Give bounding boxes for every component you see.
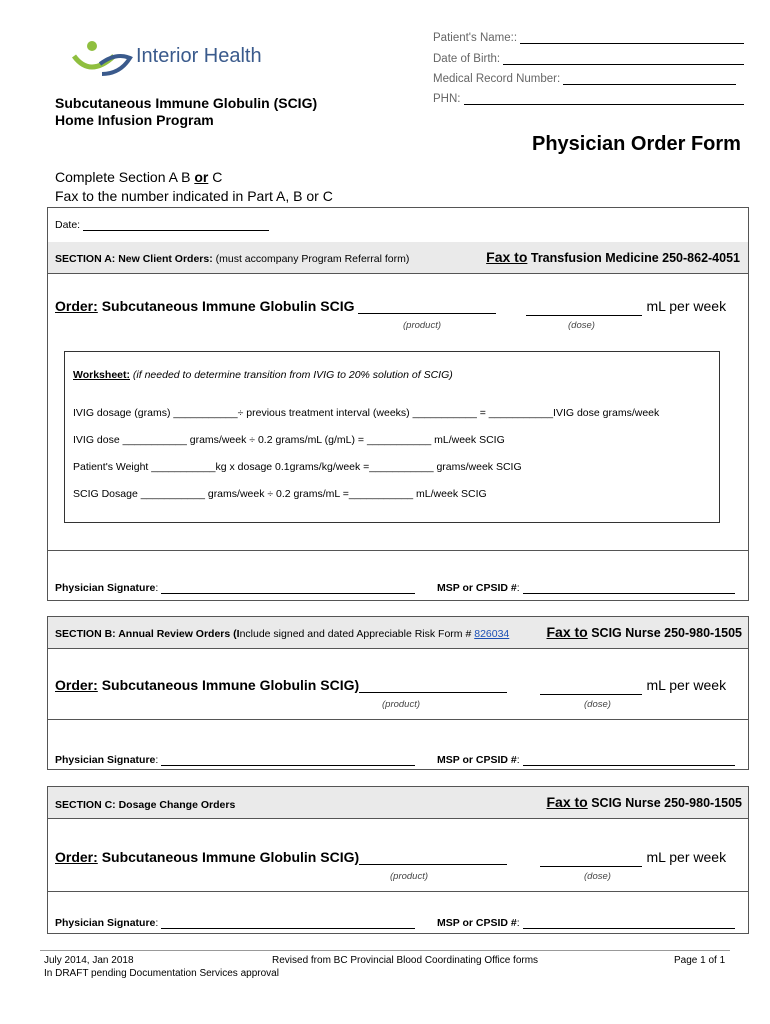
worksheet-title: Worksheet: (if needed to determine transition from IVIG to 20% solution of SCIG)	[73, 369, 453, 381]
patient-name-field[interactable]: Patient's Name::	[433, 32, 744, 44]
logo	[72, 38, 134, 80]
product-hint: (product)	[390, 871, 429, 882]
section-c-header	[48, 787, 748, 819]
footer-dates: July 2014, Jan 2018	[44, 955, 134, 966]
section-a-fax: Fax to Transfusion Medicine 250-862-4051	[486, 249, 740, 265]
dose-hint: (dose)	[568, 320, 595, 331]
footer-page: Page 1 of 1	[674, 955, 726, 966]
dose-hint: (dose)	[584, 699, 611, 710]
section-c-fax: Fax to SCIG Nurse 250-980-1505	[546, 794, 742, 810]
instruction-line2: Fax to the number indicated in Part A, B or C	[55, 188, 333, 204]
worksheet-row: SCIG Dosage ___________ grams/week ÷ 0.2 grams/mL =___________ mL/week SCIG	[73, 488, 487, 500]
section-b	[47, 616, 749, 770]
footer-revised: Revised from BC Provincial Blood Coordinating Office forms	[272, 955, 539, 966]
section-b-dose-field[interactable]: mL per week	[540, 677, 726, 695]
product-hint: (product)	[382, 699, 421, 710]
section-b-order: Order: Subcutaneous Immune Globulin SCIG)	[55, 677, 507, 693]
section-a-header	[48, 242, 748, 274]
section-a-note: (must accompany Program Referral form)	[215, 253, 410, 265]
footer-draft: In DRAFT pending Documentation Services approval	[44, 968, 279, 979]
instruction-line1: Complete Section A B or C	[55, 169, 223, 185]
form-title: Physician Order Form	[532, 133, 741, 155]
logo-text: Interior Health	[136, 45, 262, 67]
section-b-signature-field[interactable]: Physician Signature:	[55, 754, 415, 766]
section-a-dose-field[interactable]: mL per week	[526, 298, 726, 316]
product-hint: (product)	[403, 320, 442, 331]
risk-form-link[interactable]: 826034	[474, 628, 510, 640]
section-b-header: SECTION B: Annual Review Orders (Include signed and dated Appreciable Risk Form # 826034 Fax to SCIG Nurse 250-980-1505	[48, 617, 748, 649]
section-b-fax: Fax to SCIG Nurse 250-980-1505	[546, 624, 742, 640]
worksheet-row: IVIG dosage (grams) ___________÷ previous treatment interval (weeks) ___________ = ___________IVIG dose grams/week	[73, 407, 660, 419]
worksheet-row: Patient's Weight ___________kg x dosage 0.1grams/kg/week =___________ grams/week SCIG	[73, 461, 522, 473]
worksheet	[64, 351, 720, 523]
section-c-dose-field[interactable]: mL per week	[540, 849, 726, 867]
date-field[interactable]: Date:	[55, 219, 269, 231]
date-of-birth-field[interactable]: Date of Birth:	[433, 53, 744, 65]
section-a-msp-field[interactable]: MSP or CPSID #:	[437, 582, 735, 594]
section-a-signature-field[interactable]: Physician Signature:	[55, 582, 415, 594]
medical-record-number-field[interactable]: Medical Record Number:	[433, 73, 736, 85]
section-c-msp-field[interactable]: MSP or CPSID #:	[437, 917, 735, 929]
section-a-order: Order: Subcutaneous Immune Globulin SCIG	[55, 298, 496, 314]
section-a-label: SECTION A: New Client Orders:	[55, 253, 213, 265]
section-c	[47, 786, 749, 934]
section-c-signature-field[interactable]: Physician Signature:	[55, 917, 415, 929]
program-title-line1: Subcutaneous Immune Globulin (SCIG)	[55, 95, 318, 111]
section-b-msp-field[interactable]: MSP or CPSID #:	[437, 754, 735, 766]
worksheet-row: IVIG dose ___________ grams/week ÷ 0.2 grams/mL (g/mL) = ___________ mL/week SCIG	[73, 434, 505, 446]
program-title-line2: Home Infusion Program	[55, 112, 214, 128]
phn-field[interactable]: PHN:	[433, 93, 744, 105]
section-c-label: SECTION C: Dosage Change Orders	[55, 799, 236, 811]
dose-hint: (dose)	[584, 871, 611, 882]
section-c-order: Order: Subcutaneous Immune Globulin SCIG)	[55, 849, 507, 865]
interior-health-logo-icon	[72, 38, 134, 80]
